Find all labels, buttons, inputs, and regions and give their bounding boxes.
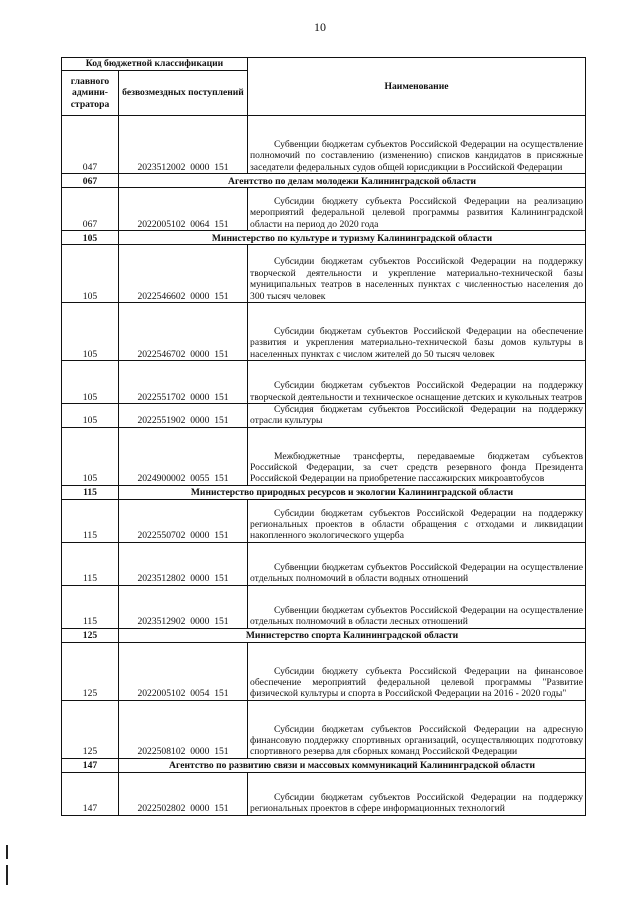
admin-code: 105 <box>62 245 119 303</box>
section-title: Министерство природных ресурсов и экологии Калининградской области <box>119 485 586 499</box>
revenue-name-text: Субвенции бюджетам субъектов Российской Федерации на осуществление отдельных полномочий в области водных отношений <box>250 562 584 585</box>
revenue-name-text: Субсидии бюджету субъекта Российской Федерации на финансовое обеспечение мероприятий федеральной целевой программы "Развитие физической культуры и спорта в Российской Федерации на 2016 - 2020 годы" <box>250 665 584 700</box>
revenue-name <box>248 642 586 700</box>
section-row <box>62 758 586 772</box>
revenue-name-text: Субсидии бюджету субъекта Российской Федерации на реализацию мероприятий федеральной целевой программы развития Калининградской области на период до 2020 года <box>250 195 584 230</box>
table-row <box>62 303 586 361</box>
table-row <box>62 585 586 628</box>
page-number: 10 <box>314 20 326 34</box>
admin-code: 115 <box>62 585 119 628</box>
table-row <box>62 361 586 404</box>
revenue-code: 2022546602 0000 151 <box>119 245 248 303</box>
revenue-code: 2022550702 0000 151 <box>119 499 248 542</box>
admin-code: 105 <box>62 427 119 485</box>
scan-margin-marks <box>6 845 8 891</box>
header-name: Наименование <box>248 58 586 116</box>
table-body <box>62 116 586 816</box>
section-title: Агентство по делам молодежи Калининградской области <box>119 174 586 188</box>
revenue-name <box>248 404 586 428</box>
revenue-code: 2022551702 0000 151 <box>119 361 248 404</box>
revenue-name <box>248 700 586 758</box>
section-row <box>62 231 586 245</box>
revenue-name-text: Субсидия бюджетам субъектов Российской Федерации на поддержку отрасли культуры <box>250 404 584 427</box>
section-row <box>62 174 586 188</box>
section-admin-code: 115 <box>62 485 119 499</box>
section-title: Министерство спорта Калининградской области <box>119 628 586 642</box>
revenue-name <box>248 116 586 174</box>
admin-code: 125 <box>62 642 119 700</box>
revenue-name-text: Субсидии бюджетам субъектов Российской Федерации на поддержку творческой деятельности и укрепление материально-технической базы муниципальных театров в населенных пунктах с численностью населения до 300 тысяч человек <box>250 256 584 302</box>
revenue-name <box>248 188 586 231</box>
table-row <box>62 427 586 485</box>
revenue-name <box>248 499 586 542</box>
revenue-code: 2023512802 0000 151 <box>119 542 248 585</box>
revenue-code: 2022005102 0054 151 <box>119 642 248 700</box>
header-group-title: Код бюджетной классификации <box>62 58 248 71</box>
revenue-name <box>248 245 586 303</box>
table-row <box>62 116 586 174</box>
section-title: Министерство по культуре и туризму Калининградской области <box>119 231 586 245</box>
revenue-code: 2022551902 0000 151 <box>119 404 248 428</box>
revenue-name <box>248 772 586 815</box>
table-row <box>62 188 586 231</box>
table-row <box>62 499 586 542</box>
revenue-name-text: Субвенции бюджетам субъектов Российской Федерации на осуществление отдельных полномочий в области лесных отношений <box>250 605 584 628</box>
revenue-code: 2023512902 0000 151 <box>119 585 248 628</box>
revenue-code: 2022546702 0000 151 <box>119 303 248 361</box>
revenue-name-text: Субсидии бюджетам субъектов Российской Федерации на обеспечение развития и укрепления материально-технической базы домов культуры в населенных пунктах с числом жителей до 50 тысяч человек <box>250 325 584 360</box>
section-admin-code: 105 <box>62 231 119 245</box>
admin-code: 105 <box>62 361 119 404</box>
revenue-name-text: Межбюджетные трансферты, передаваемые бюджетам субъектов Российской Федерации, за счет средств резервного фонда Президента Российской Федерации на приобретение пассажирских микроавтобусов <box>250 450 584 485</box>
revenue-name-text: Субсидии бюджетам субъектов Российской Федерации на поддержку творческой деятельности и техническое оснащение детских и кукольных театров <box>250 380 584 403</box>
revenue-name <box>248 303 586 361</box>
table-row <box>62 700 586 758</box>
admin-code: 047 <box>62 116 119 174</box>
admin-code: 147 <box>62 772 119 815</box>
revenue-name-text: Субсидии бюджетам субъектов Российской Федерации на поддержку региональных проектов в области обращения с отходами и ликвидации накопленного экологического ущерба <box>250 507 584 542</box>
header-code: безвозмездных поступлений <box>119 71 248 116</box>
admin-code: 067 <box>62 188 119 231</box>
header-admin: главного админи-стратора <box>62 71 119 116</box>
revenue-name <box>248 585 586 628</box>
admin-code: 115 <box>62 499 119 542</box>
revenue-name <box>248 361 586 404</box>
admin-code: 105 <box>62 404 119 428</box>
table-row <box>62 772 586 815</box>
section-row <box>62 485 586 499</box>
admin-code: 125 <box>62 700 119 758</box>
section-title: Агентство по развитию связи и массовых коммуникаций Калининградской области <box>119 758 586 772</box>
section-admin-code: 125 <box>62 628 119 642</box>
revenue-code: 2024900002 0055 151 <box>119 427 248 485</box>
admin-code: 105 <box>62 303 119 361</box>
admin-code: 115 <box>62 542 119 585</box>
revenue-name-text: Субвенции бюджетам субъектов Российской Федерации на осуществление полномочий по составлению (изменению) списков кандидатов в присяжные заседатели федеральных судов общей юрисдикции в Российской Федерации <box>250 138 584 173</box>
revenue-code: 2022502802 0000 151 <box>119 772 248 815</box>
section-admin-code: 147 <box>62 758 119 772</box>
revenue-code: 2022005102 0064 151 <box>119 188 248 231</box>
revenue-code: 2023512002 0000 151 <box>119 116 248 174</box>
table-row <box>62 245 586 303</box>
revenue-name <box>248 542 586 585</box>
section-admin-code: 067 <box>62 174 119 188</box>
revenue-name <box>248 427 586 485</box>
table-row <box>62 642 586 700</box>
revenue-code: 2022508102 0000 151 <box>119 700 248 758</box>
table-row <box>62 542 586 585</box>
revenue-name-text: Субсидии бюджетам субъектов Российской Федерации на адресную финансовую поддержку спортивных организаций, осуществляющих подготовку спортивного резерва для сборных команд Российской Федерации <box>250 723 584 758</box>
budget-classification-table <box>61 57 586 816</box>
table-row <box>62 404 586 428</box>
revenue-name-text: Субсидии бюджетам субъектов Российской Федерации на поддержку региональных проектов в сфере информационных технологий <box>250 792 584 815</box>
section-row <box>62 628 586 642</box>
